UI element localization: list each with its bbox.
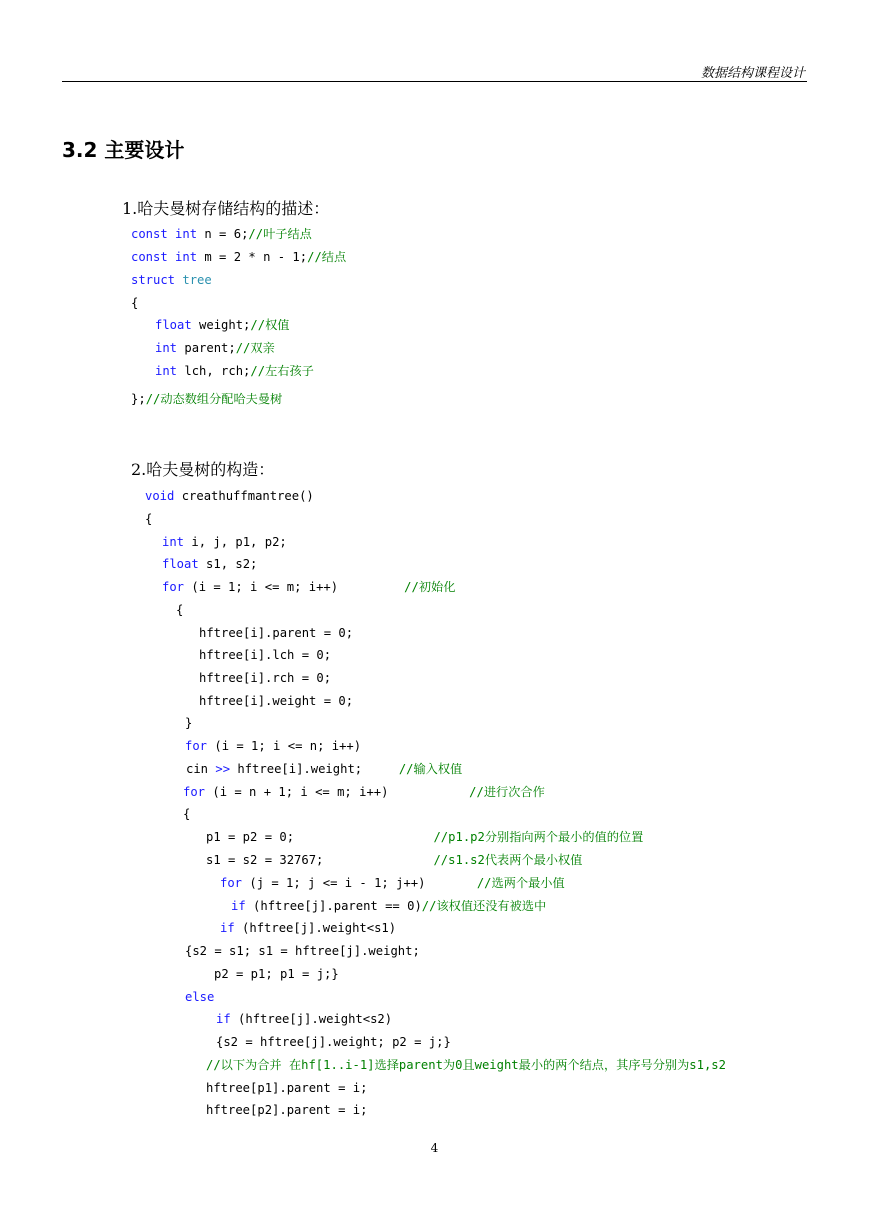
- code-comment: //该权值还没有被选中: [421, 899, 547, 913]
- code-comment: //p1.p2分别指向两个最小的值的位置: [433, 830, 644, 844]
- code-line: [162, 556, 257, 572]
- code-text: {s2 = hftree[j].weight; p2 = j;}: [216, 1035, 451, 1049]
- code-line: [162, 579, 455, 595]
- code-keyword: void: [145, 489, 175, 503]
- code-keyword: else: [185, 990, 215, 1004]
- code-text: }: [185, 716, 193, 730]
- code-comment: //选两个最小值: [476, 876, 565, 890]
- code-comment: //进行次合作: [469, 785, 545, 799]
- code-line: [231, 898, 546, 914]
- code-line: [206, 829, 643, 845]
- code-line: [199, 625, 353, 641]
- code-keyword: int: [155, 364, 178, 378]
- code-comment: //动态数组分配哈夫曼树: [145, 392, 283, 406]
- code-line: [206, 1102, 367, 1118]
- code-text: hftree[i].lch = 0;: [199, 648, 332, 662]
- code-text: {: [131, 296, 139, 310]
- code-text: i, j, p1, p2;: [184, 535, 287, 549]
- code-keyword: for: [220, 876, 243, 890]
- code-comment: //双亲: [235, 341, 275, 355]
- code-line: [199, 693, 353, 709]
- code-keyword: int: [155, 341, 178, 355]
- code-text: {: [183, 807, 191, 821]
- code-text: hftree[i].rch = 0;: [199, 671, 332, 685]
- code-line: [183, 784, 545, 800]
- code-keyword: >>: [215, 762, 231, 776]
- code-text: (i = 1; i <= n; i++): [207, 739, 362, 753]
- code-text: (i = 1; i <= m; i++): [184, 580, 405, 594]
- code-line: [131, 249, 346, 265]
- section-title: 3.2 主要设计: [62, 138, 185, 162]
- code-comment: //结点: [307, 250, 347, 264]
- code-keyword: int: [167, 250, 198, 264]
- code-line: [220, 875, 565, 891]
- code-line: [131, 391, 282, 407]
- code-text: cin: [186, 762, 216, 776]
- code-text: (i = n + 1; i <= m; i++): [205, 785, 470, 799]
- code-text: (hftree[j].parent == 0): [245, 899, 422, 913]
- subsection-1-title: 1.哈夫曼树存储结构的描述：: [122, 199, 330, 218]
- code-line: [155, 363, 314, 379]
- code-keyword: float: [162, 557, 199, 571]
- code-line: [199, 670, 331, 686]
- code-line: [155, 317, 289, 333]
- code-line: [185, 715, 192, 731]
- header-rule: [62, 81, 807, 82]
- code-line: [131, 226, 312, 242]
- code-line: [145, 511, 152, 527]
- code-text: hftree[i].weight = 0;: [199, 694, 354, 708]
- code-line: [216, 1034, 451, 1050]
- code-comment: //叶子结点: [248, 227, 312, 241]
- code-keyword: const: [131, 250, 168, 264]
- code-text: s1 = s2 = 32767;: [206, 853, 434, 867]
- code-text: parent;: [177, 341, 236, 355]
- code-keyword: const: [131, 227, 168, 241]
- code-line: [206, 852, 582, 868]
- code-text: p2 = p1; p1 = j;}: [214, 967, 339, 981]
- code-comment: //左右孩子: [250, 364, 314, 378]
- code-text: {: [176, 603, 184, 617]
- code-keyword: for: [185, 739, 208, 753]
- code-keyword: for: [183, 785, 206, 799]
- code-line: [176, 602, 183, 618]
- code-line: [185, 989, 214, 1005]
- code-comment: //输入权值: [398, 762, 463, 776]
- code-text: s1, s2;: [198, 557, 258, 571]
- code-text: hftree[p1].parent = i;: [206, 1081, 368, 1095]
- code-line: [214, 966, 339, 982]
- code-line: [216, 1011, 392, 1027]
- code-text: hftree[i].weight;: [230, 762, 399, 776]
- code-comment: //权值: [250, 318, 290, 332]
- code-line: [185, 943, 420, 959]
- code-keyword: if: [231, 899, 246, 913]
- code-line: [131, 272, 212, 288]
- code-keyword: int: [167, 227, 198, 241]
- code-keyword: struct: [131, 273, 176, 287]
- code-keyword: if: [216, 1012, 231, 1026]
- code-keyword: for: [162, 580, 185, 594]
- code-text: p1 = p2 = 0;: [206, 830, 434, 844]
- code-line: [155, 340, 275, 356]
- code-line: [220, 920, 396, 936]
- code-type: tree: [175, 273, 212, 287]
- subsection-2-title: 2.哈夫曼树的构造：: [131, 460, 275, 479]
- code-keyword: float: [155, 318, 192, 332]
- code-text: hftree[p2].parent = i;: [206, 1103, 368, 1117]
- code-line: [199, 647, 331, 663]
- code-text: {: [145, 512, 153, 526]
- code-text: };: [131, 392, 146, 406]
- code-text: (j = 1; j <= i - 1; j++): [242, 876, 477, 890]
- code-text: m = 2 * n - 1;: [197, 250, 308, 264]
- code-comment: //初始化: [404, 580, 456, 594]
- code-comment: //s1.s2代表两个最小权值: [433, 853, 583, 867]
- code-text: hftree[i].parent = 0;: [199, 626, 354, 640]
- code-text: (hftree[j].weight<s2): [230, 1012, 393, 1026]
- running-header-title: 数据结构课程设计: [700, 66, 805, 81]
- code-line: [206, 1080, 367, 1096]
- code-comment: //以下为合并 在hf[1..i-1]选择parent为0且weight最小的两个结点，其序号分别为s1,s2: [206, 1058, 726, 1072]
- code-text: creathuffmantree(): [174, 489, 314, 503]
- code-text: (hftree[j].weight<s1): [234, 921, 397, 935]
- code-line: [183, 806, 190, 822]
- code-line: [145, 488, 314, 504]
- code-line: [185, 738, 361, 754]
- code-text: {s2 = s1; s1 = hftree[j].weight;: [185, 944, 420, 958]
- code-line: [131, 295, 138, 311]
- code-text: weight;: [191, 318, 251, 332]
- code-text: n = 6;: [197, 227, 249, 241]
- code-line: [162, 534, 287, 550]
- code-keyword: int: [162, 535, 185, 549]
- code-keyword: if: [220, 921, 235, 935]
- code-line: [206, 1057, 726, 1073]
- page-number: 4: [430, 1141, 439, 1155]
- code-text: lch, rch;: [177, 364, 251, 378]
- code-line: [186, 761, 462, 777]
